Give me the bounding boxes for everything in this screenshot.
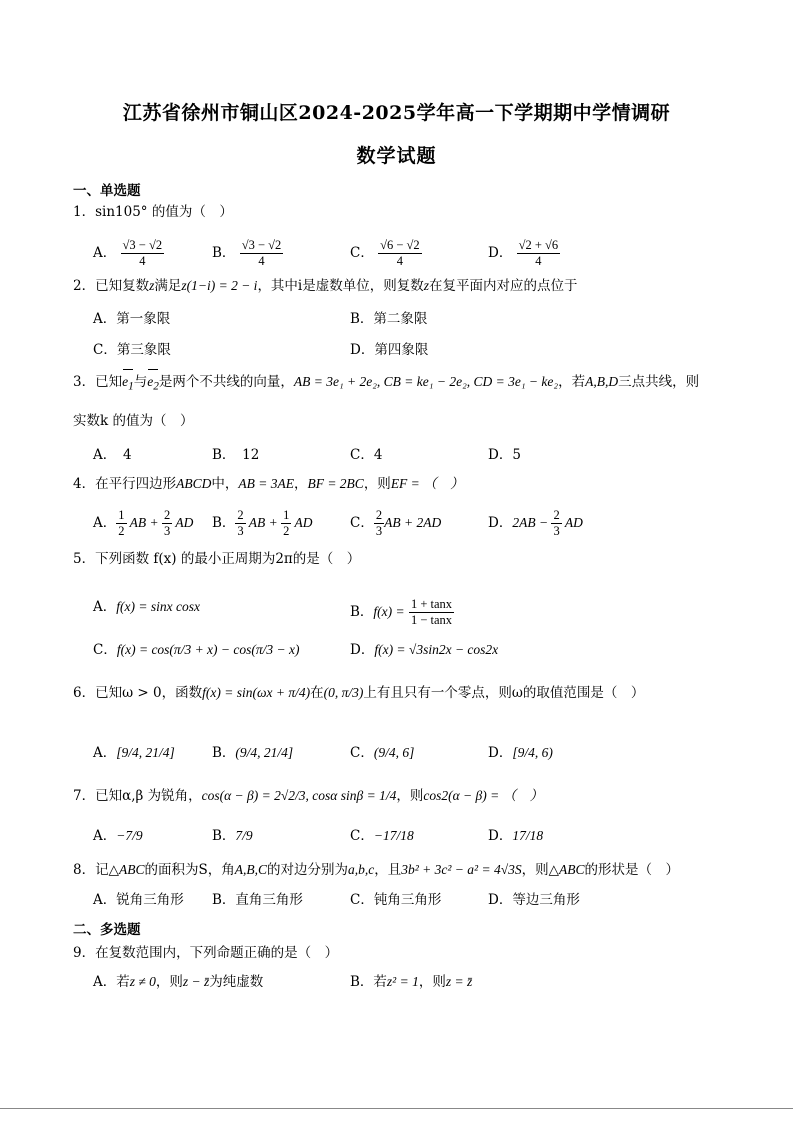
q3-option-b: B． 12 (212, 447, 260, 463)
q6-option-a: A．[9/4, 21/4] (93, 745, 175, 761)
question-5-stem: 5．下列函数 f(x) 的最小正周期为2π的是（ ） (73, 551, 361, 567)
q1-option-d: D． $\frac{√2 + √6}{4}$ (488, 238, 559, 268)
q3-option-c: C．4 (350, 447, 383, 463)
question-3-stem: 3．已知$e_1$与$e_2$是两个不共线的向量，AB = 3e₁ + 2e₂, CB = ke₁ − 2e₂, CD = 3e₁ − ke₂，若A,B,D三点共线，则 (73, 372, 699, 397)
question-6-stem: 6．已知ω > 0，函数f(x) = sin(ωx + π/4)在(0, π/3)上有且只有一个零点，则ω的取值范围是（ ） (73, 685, 645, 701)
q2-option-b: B．第二象限 (350, 311, 428, 327)
option-label: A． (93, 245, 117, 261)
question-2-stem: 2．已知复数z满足z(1−i) = 2 − i，其中i是虚数单位，则复数z在复平面内对应的点位于 (73, 278, 578, 294)
q5-option-a: A．f(x) = sinx cosx (93, 599, 200, 615)
page-bottom-rule (0, 1108, 793, 1109)
q8-option-a: A．锐角三角形 (93, 892, 184, 908)
q7-option-c: C．−17/18 (350, 828, 414, 844)
q6-option-d: D．[9/4, 6) (488, 745, 553, 761)
q1-option-a: A． $\frac{√3 - √2}{4}$ (93, 238, 163, 268)
option-label: B． (212, 245, 236, 261)
q5-option-d: D．f(x) = √3sin2x − cos2x (350, 642, 499, 658)
q5-option-c: C．f(x) = cos(π/3 + x) − cos(π/3 − x) (93, 642, 300, 658)
section-single-choice: 一、单选题 (73, 183, 141, 199)
q5-option-b: B．f(x) = $\frac{1 + \tan x}{1 - \tan x}$ (350, 597, 453, 627)
q2-option-c: C．第三象限 (93, 342, 171, 358)
question-4-stem: 4．在平行四边形ABCD中，AB = 3AE，BF = 2BC，则EF = （ ） (73, 476, 464, 492)
question-1-stem: 1．sin105° 的值为（ ） (73, 204, 233, 220)
q8-option-d: D．等边三角形 (488, 892, 580, 908)
q8-option-b: B．直角三角形 (212, 892, 303, 908)
page-subtitle: 数学试题 (356, 145, 437, 167)
q9-option-a: A．若z ≠ 0，则z − z̄为纯虚数 (93, 974, 264, 990)
section-multiple-choice: 二、多选题 (73, 922, 141, 938)
q2-option-a: A．第一象限 (93, 311, 171, 327)
q3-option-a: A． 4 (93, 447, 132, 463)
q1-option-b: B． $\frac{√3 - √2}{4}$ (212, 238, 282, 268)
question-7-stem: 7．已知α,β 为锐角，cos(α − β) = 2√2/3, cosα sinβ = 1/4，则cos2(α − β) = （ ） (73, 788, 544, 804)
q4-option-b: B． $\frac{2}{3}$ AB + $\frac{1}{2}$ AD (212, 508, 313, 538)
question-9-stem: 9．在复数范围内，下列命题正确的是（ ） (73, 945, 339, 961)
q4-option-c: C． $\frac{2}{3}$ AB + 2AD (350, 508, 442, 538)
question-8-stem: 8．记△ABC的面积为S，角A,B,C的对边分别为a,b,c，且3b² + 3c² − a² = 4√3S，则△ABC的形状是（ ） (73, 862, 679, 878)
q4-option-a: A． $\frac{1}{2}$ AB + $\frac{2}{3}$ AD (93, 508, 194, 538)
q7-option-a: A．−7/9 (93, 828, 143, 844)
option-label: C． (350, 245, 374, 261)
q1-option-c: C． $\frac{√6 - √2}{4}$ (350, 238, 420, 268)
q7-option-d: D．17/18 (488, 828, 544, 844)
question-3-line2: 实数k 的值为（ ） (73, 413, 194, 429)
q9-option-b: B．若z² = 1，则z = z̄ (350, 974, 473, 990)
q8-option-c: C．钝角三角形 (350, 892, 442, 908)
q7-option-b: B．7/9 (212, 828, 253, 844)
option-label: D． (488, 245, 513, 261)
q2-option-d: D．第四象限 (350, 342, 429, 358)
q3-option-d: D．5 (488, 447, 521, 463)
q6-option-c: C．(9/4, 6] (350, 745, 415, 761)
q6-option-b: B．(9/4, 21/4] (212, 745, 294, 761)
q4-option-d: D．2AB − $\frac{2}{3}$ AD (488, 508, 583, 538)
page-title: 江苏省徐州市铜山区2024-2025学年高一下学期期中学情调研 (122, 102, 671, 124)
